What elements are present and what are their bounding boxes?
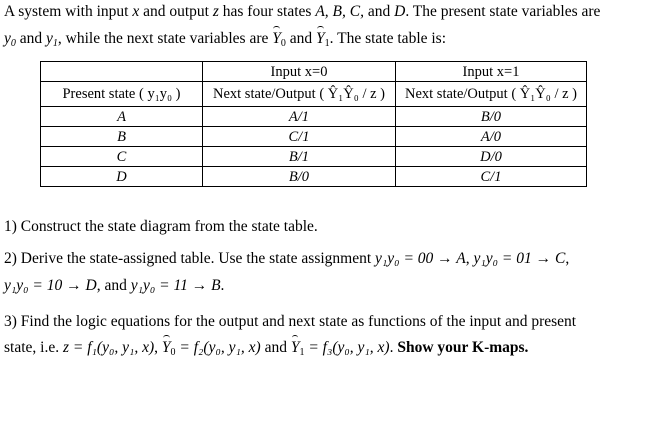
assignment-c: y₁y₀ = 01 → C: [473, 250, 566, 267]
question-1: 1) Construct the state diagram from the state table.: [4, 218, 318, 235]
table-row: [41, 147, 587, 167]
question-2-text: , and: [96, 277, 131, 294]
intro-text: and: [285, 30, 317, 47]
assignment-d: y₁y₀ = 10 → D: [4, 277, 97, 294]
cell-x0: C/1: [203, 127, 396, 147]
state-d: D: [394, 3, 406, 20]
var-Y0-hat: $Y_0$: [272, 30, 286, 49]
var-Y1-hat: $Y_1$: [316, 30, 330, 49]
cell-x0: A/1: [203, 107, 396, 127]
header-next-output-0: Next state/Output ( Ŷ₁Ŷ₀ / z ): [203, 82, 396, 107]
cell-x1: B/0: [396, 107, 587, 127]
equation-Y1: = f₃(y₀, y₁, x): [304, 339, 390, 356]
question-2-line-2: y₁y₀ = 10 → D, and y₁y₀ = 11 → B.: [4, 277, 225, 294]
intro-line-1: [4, 2, 600, 22]
cell-present: A: [41, 107, 203, 127]
var-x: x: [132, 3, 140, 20]
cell-present: D: [41, 167, 203, 187]
var-Y0-hat: Y: [161, 339, 171, 356]
kmap-instruction: Show your K-maps.: [397, 339, 529, 356]
table-header-row: [41, 62, 587, 82]
intro-text: , while the next state variables are: [57, 30, 273, 47]
cell-x0: B/0: [203, 167, 396, 187]
intro-text: has four states: [218, 3, 316, 20]
assignment-b: y₁y₀ = 11 → B: [130, 277, 221, 294]
cell-x1: C/1: [396, 167, 587, 187]
question-3-line-1: 3) Find the logic equations for the output and next state as functions of the input and present: [4, 313, 577, 330]
cell-present: C: [41, 147, 203, 167]
table-subheader-row: [41, 82, 587, 107]
state-names: A, B, C,: [315, 3, 364, 20]
intro-text: and: [363, 3, 395, 20]
cell-present: B: [41, 127, 203, 147]
question-2-line-1: 2) Derive the state-assigned table. Use the state assignment y₁y₀ = 00 → A, y₁y₀ = 01 → C,: [4, 250, 570, 267]
var-y0: $y_0$: [4, 30, 16, 49]
header-input-1: Input x=1: [396, 62, 587, 82]
intro-text: . The state table is:: [329, 30, 447, 47]
equation-z: z = f₁(y₀, y₁, x): [62, 339, 155, 356]
var-z: z: [212, 3, 219, 20]
intro-text: and output: [139, 3, 213, 20]
intro-text: . The present state variables are: [405, 3, 601, 20]
table-row: [41, 127, 587, 147]
question-3-line-2: state, i.e. z = f₁(y₀, y₁, x), $Y_0 = f_2(y_0$, y₁, x) and $Y_1 = f_3(y_0$, y₁, x). Show your K-maps.: [4, 339, 529, 358]
var-y1: $y_1$: [46, 30, 58, 49]
var-Y1-hat: Y: [290, 339, 300, 356]
question-3-text: state, i.e.: [4, 339, 63, 356]
question-3-text: and: [260, 339, 291, 356]
cell-x0: B/1: [203, 147, 396, 167]
intro-text: and: [15, 30, 47, 47]
header-input-0: Input x=0: [203, 62, 396, 82]
header-present-state: Present state ( y₁y₀ ): [41, 82, 203, 107]
intro-text: A system with input: [4, 3, 133, 20]
state-table: [40, 61, 587, 187]
header-blank-cell: [41, 62, 203, 82]
cell-x1: D/0: [396, 147, 587, 167]
cell-x1: A/0: [396, 127, 587, 147]
intro-line-2: [4, 29, 446, 49]
question-2-text: 2) Derive the state-assigned table. Use the state assignment: [4, 250, 376, 267]
header-next-output-1: Next state/Output ( Ŷ₁Ŷ₀ / z ): [396, 82, 587, 107]
table-row: [41, 107, 587, 127]
equation-Y0: = f₂(y₀, y₁, x): [175, 339, 261, 356]
table-row: [41, 167, 587, 187]
assignment-a: y₁y₀ = 00 → A: [375, 250, 466, 267]
